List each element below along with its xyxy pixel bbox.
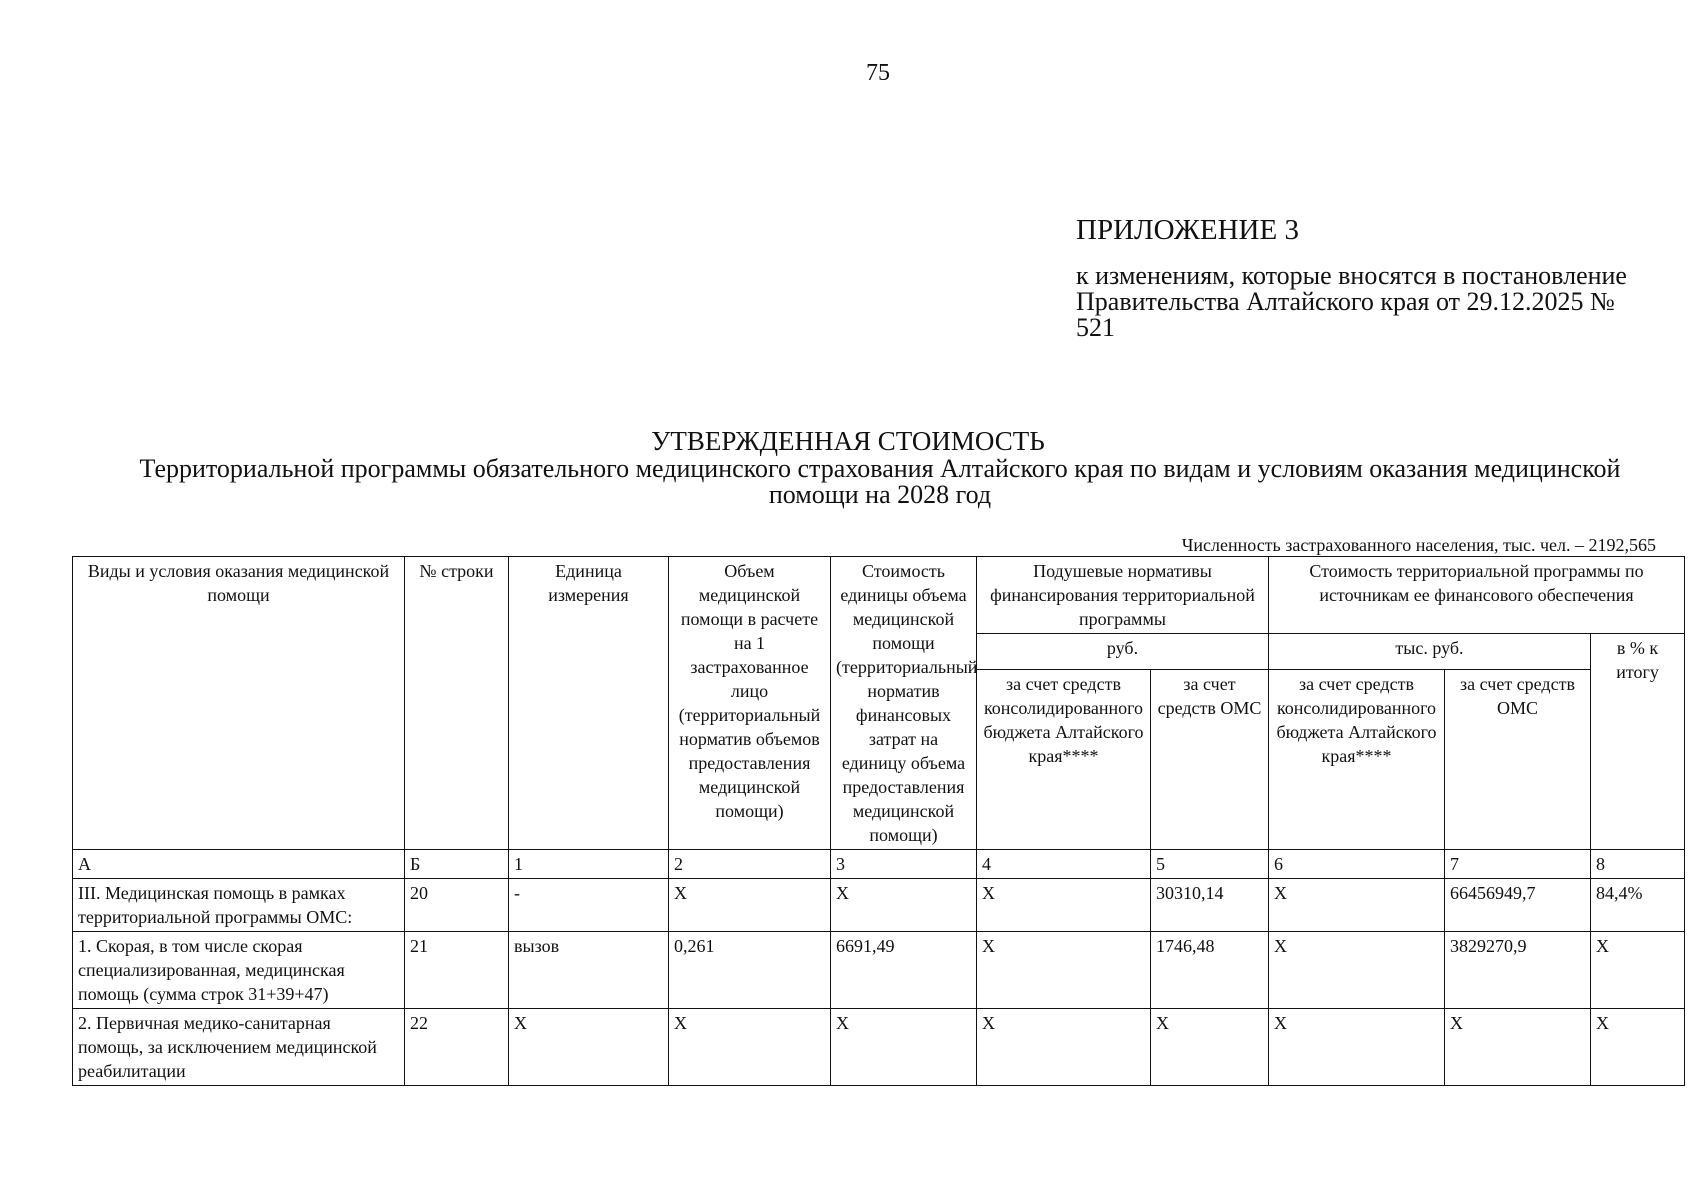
column-code: 8 [1591,850,1685,879]
table-cell: X [1591,932,1685,1009]
column-codes-row [73,850,1685,879]
table-cell: 30310,14 [1151,879,1269,932]
row-name: 2. Первичная медико-санитарная помощь, за исключением медицинской реабилитации [73,1009,405,1086]
document-subtitle: Территориальной программы обязательного медицинского страхования Алтайского края по видам и условиям оказания медицинской помощи на 2028 год [139,454,1621,509]
header-types: Виды и условия оказания медицинской помощи [73,557,405,850]
table-cell: X [977,879,1151,932]
table-cell: X [1591,1009,1685,1086]
column-code: 1 [509,850,669,879]
table-row [73,879,1685,932]
table-cell: X [977,1009,1151,1086]
header-per-capita-oms: за счет средств ОМС [1151,670,1269,850]
table-cell: 21 [405,932,509,1009]
header-unit-cost: Стоимость единицы объема медицинской помощи (территориальный норматив финансовых затрат на единицу объема предоставления медицинской помощи) [831,557,977,850]
table-cell: X [977,932,1151,1009]
header-rub: руб. [977,634,1269,670]
table-cell: вызов [509,932,669,1009]
column-code: 4 [977,850,1151,879]
header-row-1 [73,557,1685,634]
table-cell: 6691,49 [831,932,977,1009]
table-cell: - [509,879,669,932]
table-cell: X [509,1009,669,1086]
table-cell: 3829270,9 [1445,932,1591,1009]
column-code: Б [405,850,509,879]
header-row-no: № строки [405,557,509,850]
page-number: 75 [866,60,890,86]
table-cell: 22 [405,1009,509,1086]
header-per-capita-budget: за счет средств консолидированного бюджета Алтайского края**** [977,670,1151,850]
table-cell: X [1269,879,1445,932]
table-cell: X [1151,1009,1269,1086]
header-per-capita: Подушевые нормативы финансирования территориальной программы [977,557,1269,634]
table-row [73,1009,1685,1086]
header-cost-budget: за счет средств консолидированного бюджета Алтайского края**** [1269,670,1445,850]
population-note: Численность застрахованного населения, тыс. чел. – 2192,565 [1181,535,1656,555]
column-code: 3 [831,850,977,879]
column-code: 6 [1269,850,1445,879]
table-cell: 20 [405,879,509,932]
cost-table [72,556,1685,1086]
table-cell: X [669,879,831,932]
document-title: УТВЕРЖДЕННАЯ СТОИМОСТЬ [651,426,1045,456]
column-code: 7 [1445,850,1591,879]
header-unit: Единица измерения [509,557,669,850]
table-cell: 0,261 [669,932,831,1009]
column-code: 2 [669,850,831,879]
table-cell: X [1269,932,1445,1009]
appendix-block [1076,214,1636,341]
table-cell: 84,4% [1591,879,1685,932]
row-name: 1. Скорая, в том числе скорая специализированная, медицинская помощь (сумма строк 31+39+47) [73,932,405,1009]
row-name: III. Медицинская помощь в рамках территориальной программы ОМС: [73,879,405,932]
header-cost-oms: за счет средств ОМС [1445,670,1591,850]
table-cell: 1746,48 [1151,932,1269,1009]
appendix-title: ПРИЛОЖЕНИЕ 3 [1076,214,1299,246]
table-cell: X [669,1009,831,1086]
table-cell: X [1445,1009,1591,1086]
column-code: А [73,850,405,879]
table-cell: X [831,1009,977,1086]
header-percent: в % к итогу [1591,634,1685,850]
table-cell: X [831,879,977,932]
column-code: 5 [1151,850,1269,879]
header-volume: Объем медицинской помощи в расчете на 1 застрахованное лицо (территориальный норматив объемов предоставления медицинской помощи) [669,557,831,850]
table-row [73,932,1685,1009]
header-thous-rub: тыс. руб. [1269,634,1591,670]
table-cell: 66456949,7 [1445,879,1591,932]
header-program-cost: Стоимость территориальной программы по источникам ее финансового обеспечения [1269,557,1685,634]
appendix-text: к изменениям, которые вносятся в постановление Правительства Алтайского края от 29.12.2025 № 521 [1076,261,1627,342]
table-cell: X [1269,1009,1445,1086]
